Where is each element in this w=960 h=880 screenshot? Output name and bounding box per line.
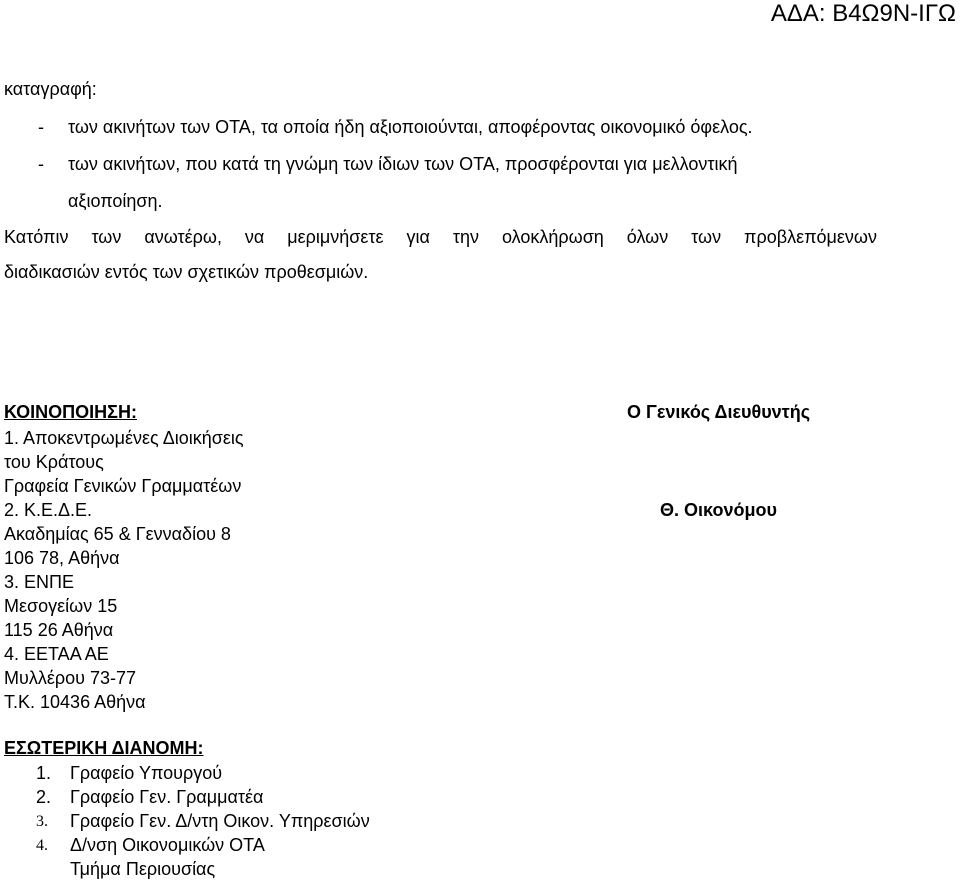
cc-line: Γραφεία Γενικών Γραμματέων [4, 476, 242, 496]
internal-item-number: 1. [36, 763, 52, 783]
internal-heading: ΕΣΩΤΕΡΙΚΗ ΔΙΑΝΟΜΗ: [4, 738, 204, 758]
bullet-text-cont: αξιοποίηση. [68, 191, 163, 211]
cc-line: Μεσογείων 15 [4, 596, 118, 616]
bullet-text: των ακινήτων των ΟΤΑ, τα οποία ήδη αξιοποιούνται, αποφέροντας οικονομικό όφελος. [68, 117, 753, 137]
bullet-text: των ακινήτων, που κατά τη γνώμη των ίδιων των ΟΤΑ, προσφέρονται για μελλοντική [68, 154, 738, 174]
internal-item: Γραφείο Γεν. Δ/ντη Οικον. Υπηρεσιών [70, 811, 370, 831]
internal-item: Γραφείο Υπουργού [70, 763, 223, 783]
cc-line: 115 26 Αθήνα [4, 620, 114, 640]
closing-paragraph-line2: διαδικασιών εντός των σχετικών προθεσμιών. [4, 262, 369, 282]
cc-line: 1. Αποκεντρωμένες Διοικήσεις [4, 428, 244, 448]
cc-line: Ακαδημίας 65 & Γενναδίου 8 [4, 524, 231, 544]
signature-title: Ο Γενικός Διευθυντής [627, 402, 811, 422]
closing-paragraph-line1: Κατόπιν των ανωτέρω, να μεριμνήσετε για την ολοκλήρωση όλων των προβλεπόμενων [4, 227, 877, 247]
cc-line: 106 78, Αθήνα [4, 548, 120, 568]
internal-item-number: 4. [36, 837, 48, 854]
cc-line: Μυλλέρου 73-77 [4, 668, 136, 688]
intro-text: καταγραφή: [4, 79, 97, 99]
internal-item: Δ/νση Οικονομικών ΟΤΑ [70, 835, 265, 855]
internal-item-cont: Τμήμα Περιουσίας [70, 859, 216, 879]
ada-code: ΑΔΑ: Β4Ω9Ν-ΙΓΩ [770, 0, 956, 27]
internal-item-number: 2. [36, 787, 52, 807]
cc-heading: ΚΟΙΝΟΠΟΙΗΣΗ: [4, 402, 137, 422]
bullet-dash: - [38, 154, 44, 174]
internal-item: Γραφείο Γεν. Γραμματέα [70, 787, 264, 807]
bullet-dash: - [38, 117, 44, 137]
internal-item-number: 3. [36, 813, 48, 830]
cc-line: 3. ΕΝΠΕ [4, 572, 75, 592]
cc-line: Τ.Κ. 10436 Αθήνα [4, 692, 146, 712]
cc-line: του Κράτους [4, 452, 104, 472]
cc-line: 4. ΕΕΤΑΑ ΑΕ [4, 644, 109, 664]
cc-line: 2. Κ.Ε.Δ.Ε. [4, 500, 93, 520]
signature-name: Θ. Οικονόμου [660, 500, 777, 520]
